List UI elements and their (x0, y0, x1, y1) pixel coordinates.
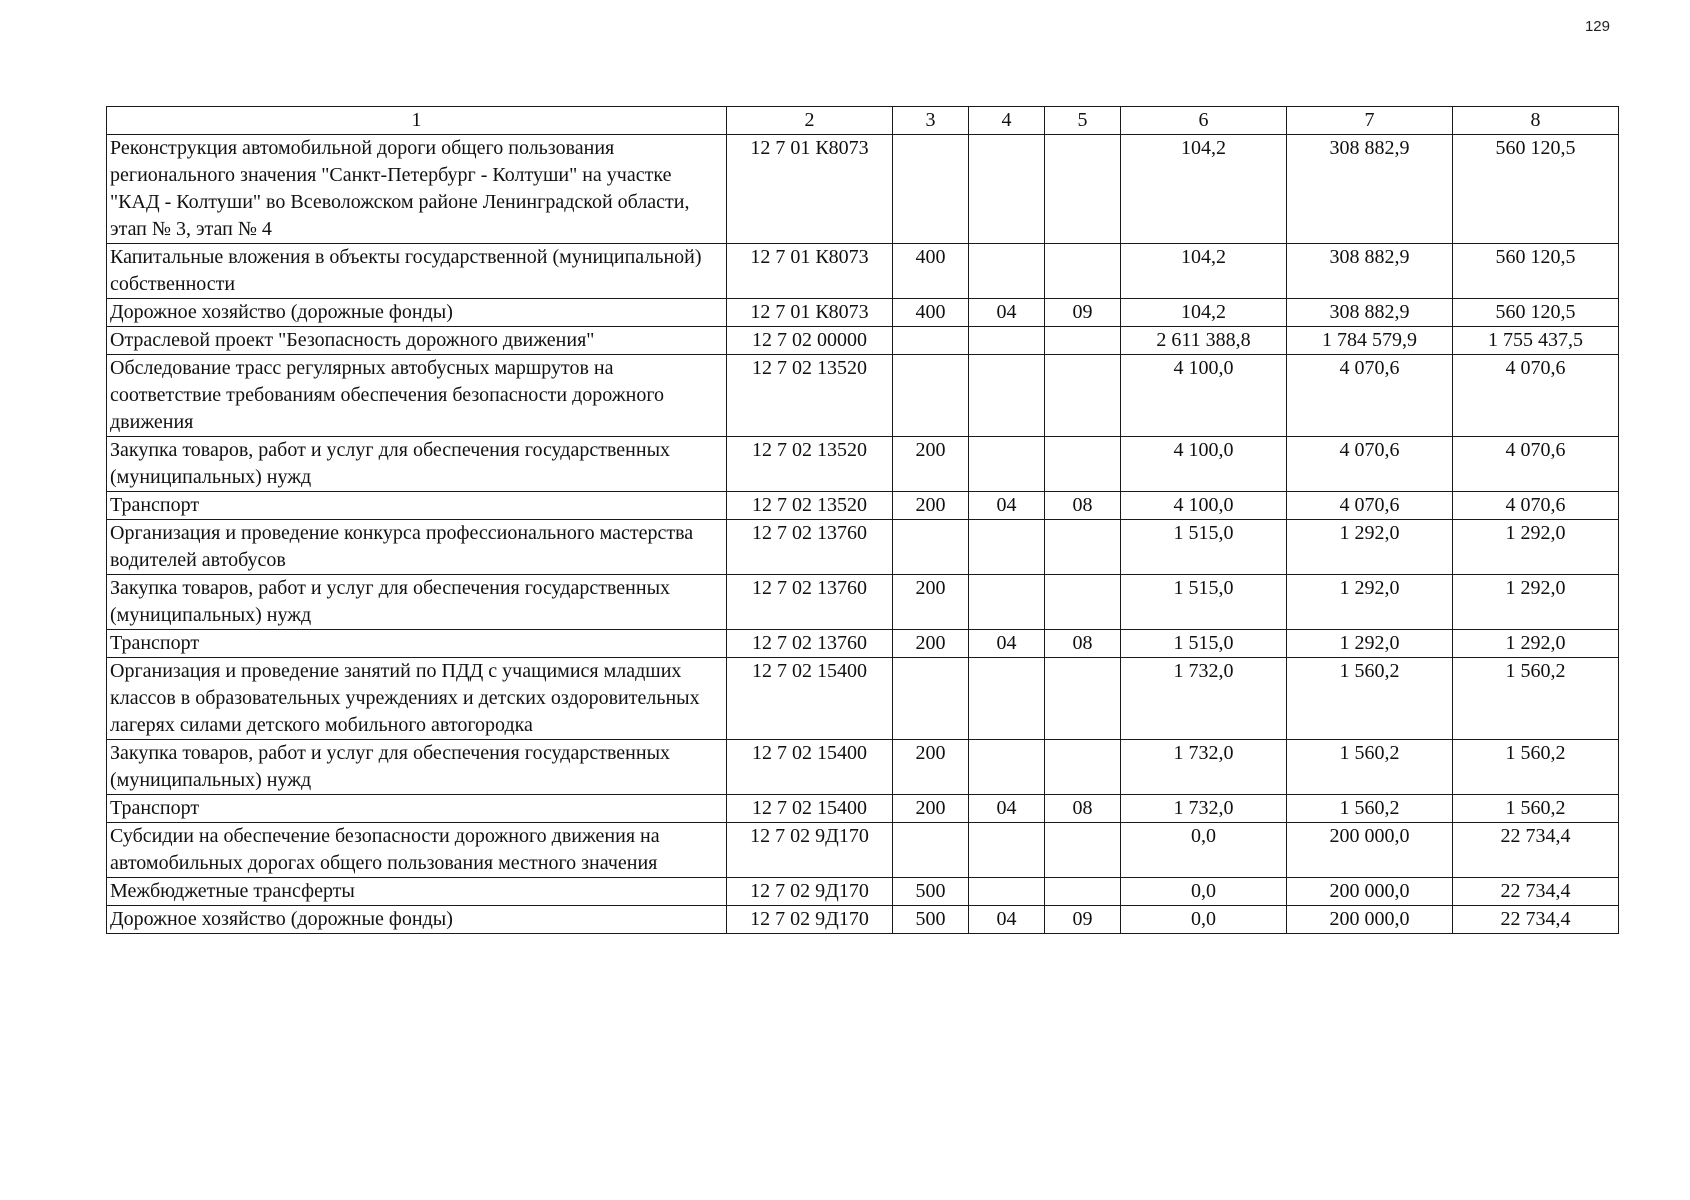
row-rz-cell (969, 355, 1045, 437)
row-value-7-cell: 1 560,2 (1287, 795, 1453, 823)
table-row (107, 906, 1619, 934)
row-rz-cell (969, 437, 1045, 492)
row-pr-cell (1045, 520, 1121, 575)
row-pr-cell: 09 (1045, 906, 1121, 934)
row-vr-cell: 200 (893, 795, 969, 823)
row-rz-cell: 04 (969, 630, 1045, 658)
row-name-cell: Отраслевой проект "Безопасность дорожного движения" (107, 327, 727, 355)
row-rz-cell (969, 878, 1045, 906)
row-value-7-cell: 4 070,6 (1287, 437, 1453, 492)
row-vr-cell: 500 (893, 906, 969, 934)
row-value-7-cell: 308 882,9 (1287, 244, 1453, 299)
row-name-cell: Транспорт (107, 630, 727, 658)
row-rz-cell: 04 (969, 299, 1045, 327)
table-row (107, 878, 1619, 906)
row-code-cell: 12 7 02 13760 (727, 520, 893, 575)
row-rz-cell (969, 327, 1045, 355)
row-vr-cell: 200 (893, 740, 969, 795)
header-cell: 1 (107, 107, 727, 135)
page-number: 129 (1584, 18, 1610, 35)
row-pr-cell (1045, 135, 1121, 244)
budget-table (106, 106, 1619, 934)
row-rz-cell (969, 823, 1045, 878)
table-row (107, 520, 1619, 575)
header-cell: 2 (727, 107, 893, 135)
row-value-8-cell: 1 755 437,5 (1453, 327, 1619, 355)
table-row (107, 575, 1619, 630)
row-code-cell: 12 7 02 13520 (727, 355, 893, 437)
row-rz-cell (969, 244, 1045, 299)
row-value-6-cell: 4 100,0 (1121, 437, 1287, 492)
header-cell: 8 (1453, 107, 1619, 135)
row-pr-cell (1045, 244, 1121, 299)
row-name-cell: Организация и проведение занятий по ПДД с учащимися младших классов в образовательных учреждениях и детских оздоровительных лагерях силами детского мобильного автогородка (107, 658, 727, 740)
row-code-cell: 12 7 02 13760 (727, 575, 893, 630)
row-value-6-cell: 0,0 (1121, 906, 1287, 934)
row-vr-cell (893, 520, 969, 575)
table-row (107, 795, 1619, 823)
row-value-7-cell: 308 882,9 (1287, 135, 1453, 244)
row-code-cell: 12 7 02 15400 (727, 658, 893, 740)
row-pr-cell (1045, 740, 1121, 795)
row-name-cell: Дорожное хозяйство (дорожные фонды) (107, 906, 727, 934)
header-cell: 7 (1287, 107, 1453, 135)
row-vr-cell (893, 823, 969, 878)
row-value-8-cell: 4 070,6 (1453, 355, 1619, 437)
row-rz-cell (969, 658, 1045, 740)
row-name-cell: Закупка товаров, работ и услуг для обеспечения государственных (муниципальных) нужд (107, 437, 727, 492)
row-rz-cell (969, 520, 1045, 575)
row-name-cell: Обследование трасс регулярных автобусных маршрутов на соответствие требованиям обеспечения безопасности дорожного движения (107, 355, 727, 437)
row-value-8-cell: 4 070,6 (1453, 437, 1619, 492)
row-name-cell: Организация и проведение конкурса профессионального мастерства водителей автобусов (107, 520, 727, 575)
row-pr-cell: 08 (1045, 630, 1121, 658)
row-value-6-cell: 0,0 (1121, 878, 1287, 906)
row-value-6-cell: 2 611 388,8 (1121, 327, 1287, 355)
row-vr-cell: 500 (893, 878, 969, 906)
table-row (107, 135, 1619, 244)
row-rz-cell: 04 (969, 492, 1045, 520)
row-code-cell: 12 7 02 15400 (727, 740, 893, 795)
row-vr-cell (893, 658, 969, 740)
row-rz-cell (969, 575, 1045, 630)
row-pr-cell (1045, 878, 1121, 906)
row-code-cell: 12 7 01 К8073 (727, 244, 893, 299)
row-pr-cell: 09 (1045, 299, 1121, 327)
row-vr-cell (893, 355, 969, 437)
row-value-7-cell: 1 560,2 (1287, 658, 1453, 740)
row-value-8-cell: 1 560,2 (1453, 658, 1619, 740)
row-value-6-cell: 4 100,0 (1121, 355, 1287, 437)
row-value-7-cell: 1 292,0 (1287, 630, 1453, 658)
header-cell: 3 (893, 107, 969, 135)
row-value-6-cell: 104,2 (1121, 299, 1287, 327)
table-row (107, 492, 1619, 520)
row-value-7-cell: 1 292,0 (1287, 520, 1453, 575)
row-pr-cell: 08 (1045, 795, 1121, 823)
row-rz-cell (969, 135, 1045, 244)
row-value-6-cell: 4 100,0 (1121, 492, 1287, 520)
row-value-6-cell: 1 732,0 (1121, 795, 1287, 823)
table-row (107, 630, 1619, 658)
table-row (107, 327, 1619, 355)
header-row (107, 107, 1619, 135)
row-name-cell: Реконструкция автомобильной дороги общего пользования регионального значения "Санкт-Петербург - Колтуши" на участке "КАД - Колтуши" во Всеволожском районе Ленинградской области, этап № 3, этап № 4 (107, 135, 727, 244)
table-row (107, 355, 1619, 437)
row-name-cell: Закупка товаров, работ и услуг для обеспечения государственных (муниципальных) нужд (107, 575, 727, 630)
table-row (107, 740, 1619, 795)
row-pr-cell: 08 (1045, 492, 1121, 520)
row-vr-cell (893, 327, 969, 355)
row-value-7-cell: 200 000,0 (1287, 878, 1453, 906)
row-code-cell: 12 7 01 К8073 (727, 299, 893, 327)
row-vr-cell: 400 (893, 299, 969, 327)
table-row (107, 823, 1619, 878)
row-value-8-cell: 22 734,4 (1453, 823, 1619, 878)
row-value-6-cell: 1 515,0 (1121, 630, 1287, 658)
row-code-cell: 12 7 02 13760 (727, 630, 893, 658)
row-value-8-cell: 22 734,4 (1453, 878, 1619, 906)
row-value-6-cell: 0,0 (1121, 823, 1287, 878)
row-value-6-cell: 1 515,0 (1121, 520, 1287, 575)
row-vr-cell (893, 135, 969, 244)
row-value-8-cell: 1 292,0 (1453, 520, 1619, 575)
table-row (107, 244, 1619, 299)
row-name-cell: Дорожное хозяйство (дорожные фонды) (107, 299, 727, 327)
row-code-cell: 12 7 02 13520 (727, 437, 893, 492)
row-vr-cell: 200 (893, 492, 969, 520)
row-pr-cell (1045, 355, 1121, 437)
row-code-cell: 12 7 02 9Д170 (727, 823, 893, 878)
budget-table-container (106, 106, 1618, 934)
header-cell: 6 (1121, 107, 1287, 135)
row-value-7-cell: 4 070,6 (1287, 355, 1453, 437)
row-value-8-cell: 560 120,5 (1453, 135, 1619, 244)
row-value-6-cell: 104,2 (1121, 135, 1287, 244)
row-code-cell: 12 7 02 13520 (727, 492, 893, 520)
row-pr-cell (1045, 575, 1121, 630)
row-rz-cell: 04 (969, 906, 1045, 934)
header-cell: 4 (969, 107, 1045, 135)
row-value-6-cell: 1 732,0 (1121, 740, 1287, 795)
row-name-cell: Субсидии на обеспечение безопасности дорожного движения на автомобильных дорогах общего пользования местного значения (107, 823, 727, 878)
row-code-cell: 12 7 02 00000 (727, 327, 893, 355)
row-value-7-cell: 200 000,0 (1287, 823, 1453, 878)
row-value-7-cell: 200 000,0 (1287, 906, 1453, 934)
row-value-7-cell: 1 292,0 (1287, 575, 1453, 630)
row-code-cell: 12 7 02 9Д170 (727, 878, 893, 906)
row-name-cell: Капитальные вложения в объекты государственной (муниципальной) собственности (107, 244, 727, 299)
row-vr-cell: 400 (893, 244, 969, 299)
row-pr-cell (1045, 658, 1121, 740)
row-value-8-cell: 560 120,5 (1453, 244, 1619, 299)
row-pr-cell (1045, 327, 1121, 355)
row-vr-cell: 200 (893, 575, 969, 630)
row-value-8-cell: 560 120,5 (1453, 299, 1619, 327)
row-value-7-cell: 4 070,6 (1287, 492, 1453, 520)
row-value-8-cell: 1 560,2 (1453, 740, 1619, 795)
row-value-6-cell: 104,2 (1121, 244, 1287, 299)
row-name-cell: Транспорт (107, 795, 727, 823)
row-code-cell: 12 7 02 15400 (727, 795, 893, 823)
row-value-8-cell: 1 560,2 (1453, 795, 1619, 823)
row-value-7-cell: 1 784 579,9 (1287, 327, 1453, 355)
row-value-8-cell: 1 292,0 (1453, 630, 1619, 658)
row-value-7-cell: 308 882,9 (1287, 299, 1453, 327)
row-code-cell: 12 7 02 9Д170 (727, 906, 893, 934)
row-value-7-cell: 1 560,2 (1287, 740, 1453, 795)
row-value-8-cell: 1 292,0 (1453, 575, 1619, 630)
row-name-cell: Транспорт (107, 492, 727, 520)
row-pr-cell (1045, 437, 1121, 492)
header-cell: 5 (1045, 107, 1121, 135)
row-name-cell: Закупка товаров, работ и услуг для обеспечения государственных (муниципальных) нужд (107, 740, 727, 795)
row-name-cell: Межбюджетные трансферты (107, 878, 727, 906)
table-row (107, 658, 1619, 740)
row-vr-cell: 200 (893, 437, 969, 492)
row-rz-cell: 04 (969, 795, 1045, 823)
row-value-6-cell: 1 732,0 (1121, 658, 1287, 740)
row-value-8-cell: 22 734,4 (1453, 906, 1619, 934)
row-value-6-cell: 1 515,0 (1121, 575, 1287, 630)
row-rz-cell (969, 740, 1045, 795)
row-code-cell: 12 7 01 К8073 (727, 135, 893, 244)
table-body (107, 135, 1619, 934)
row-value-8-cell: 4 070,6 (1453, 492, 1619, 520)
row-vr-cell: 200 (893, 630, 969, 658)
table-row (107, 299, 1619, 327)
row-pr-cell (1045, 823, 1121, 878)
table-row (107, 437, 1619, 492)
